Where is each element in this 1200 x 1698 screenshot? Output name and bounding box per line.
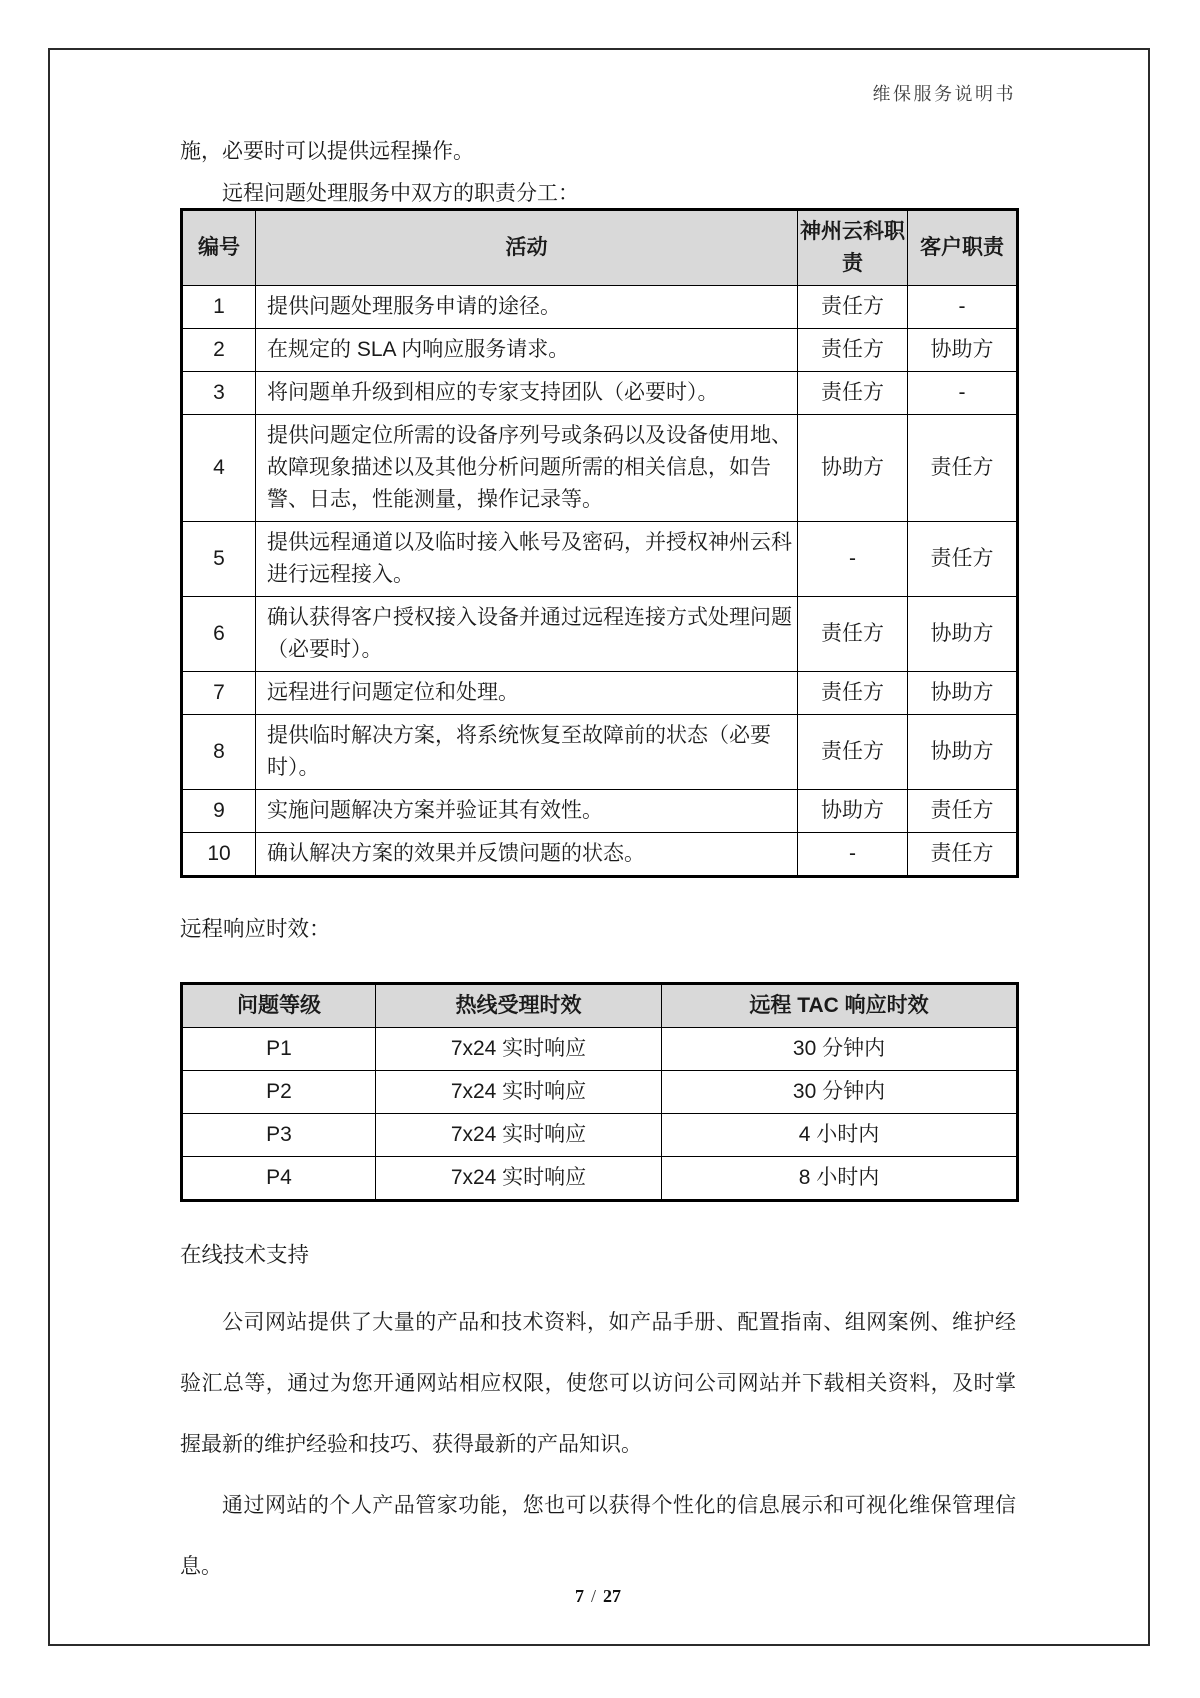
customer-role-cell: - [908, 372, 1018, 415]
customer-role-cell: 协助方 [908, 329, 1018, 372]
header-row [182, 210, 1018, 286]
intro-line-2: 远程问题处理服务中双方的职责分工： [222, 182, 579, 205]
paragraph: 公司网站提供了大量的产品和技术资料，如产品手册、配置指南、组网案例、维护经验汇总等，通过为您开通网站相应权限，使您可以访问公司网站并下载相关资料，及时掌握最新的维护经验和技巧、获得最新的产品知识。 [180, 1311, 1016, 1456]
customer-role-cell: 责任方 [908, 522, 1018, 597]
priority-level-cell: P4 [182, 1157, 376, 1201]
activity-cell: 实施问题解决方案并验证其有效性。 [256, 790, 798, 833]
table-row [182, 415, 1018, 522]
activity-cell: 远程进行问题定位和处理。 [256, 672, 798, 715]
row-number-cell: 7 [182, 672, 256, 715]
response-time-table [180, 982, 1019, 1202]
page-number: 7 [574, 1586, 584, 1606]
customer-role-cell: 责任方 [908, 790, 1018, 833]
activity-cell: 提供远程通道以及临时接入帐号及密码，并授权神州云科进行远程接入。 [256, 522, 798, 597]
activity-cell: 将问题单升级到相应的专家支持团队（必要时）。 [256, 372, 798, 415]
vendor-role-cell: - [798, 833, 908, 877]
customer-role-cell: 责任方 [908, 833, 1018, 877]
row-number-cell: 4 [182, 415, 256, 522]
hotline-response-cell: 7x24 实时响应 [376, 1157, 662, 1201]
column-header: 远程 TAC 响应时效 [662, 984, 1018, 1028]
activity-cell: 提供问题定位所需的设备序列号或条码以及设备使用地、故障现象描述以及其他分析问题所需的相关信息，如告警、日志，性能测量，操作记录等。 [256, 415, 798, 522]
column-header: 活动 [256, 210, 798, 286]
customer-role-cell: 协助方 [908, 715, 1018, 790]
priority-level-cell: P2 [182, 1071, 376, 1114]
priority-level-cell: P3 [182, 1114, 376, 1157]
online-support-paragraphs [180, 1292, 1016, 1597]
response-time-table-head [182, 984, 1018, 1028]
column-header: 客户职责 [908, 210, 1018, 286]
activity-cell: 确认解决方案的效果并反馈问题的状态。 [256, 833, 798, 877]
response-time-table-body [182, 1028, 1018, 1201]
hotline-response-cell: 7x24 实时响应 [376, 1114, 662, 1157]
customer-role-cell: - [908, 286, 1018, 329]
responsibility-table [180, 208, 1019, 878]
vendor-role-cell: 协助方 [798, 415, 908, 522]
customer-role-cell: 协助方 [908, 672, 1018, 715]
row-number-cell: 2 [182, 329, 256, 372]
vendor-role-cell: 协助方 [798, 790, 908, 833]
vendor-role-cell: 责任方 [798, 672, 908, 715]
vendor-role-cell: 责任方 [798, 286, 908, 329]
doc-header-title: 维保服务说明书 [872, 84, 1016, 104]
table-row [182, 790, 1018, 833]
table-row [182, 286, 1018, 329]
row-number-cell: 5 [182, 522, 256, 597]
table-row [182, 715, 1018, 790]
vendor-role-cell: - [798, 522, 908, 597]
table-row [182, 522, 1018, 597]
activity-cell: 提供问题处理服务申请的途径。 [256, 286, 798, 329]
column-header: 神州云科职责 [798, 210, 908, 286]
row-number-cell: 10 [182, 833, 256, 877]
activity-cell: 提供临时解决方案，将系统恢复至故障前的状态（必要时）。 [256, 715, 798, 790]
table-row [182, 372, 1018, 415]
tac-response-cell: 8 小时内 [662, 1157, 1018, 1201]
row-number-cell: 9 [182, 790, 256, 833]
hotline-response-cell: 7x24 实时响应 [376, 1028, 662, 1071]
table-row [182, 597, 1018, 672]
priority-level-cell: P1 [182, 1028, 376, 1071]
online-support-title: 在线技术支持 [180, 1243, 310, 1267]
row-number-cell: 8 [182, 715, 256, 790]
response-section-title: 远程响应时效： [180, 917, 331, 941]
customer-role-cell: 责任方 [908, 415, 1018, 522]
activity-cell: 在规定的 SLA 内响应服务请求。 [256, 329, 798, 372]
column-header: 问题等级 [182, 984, 376, 1028]
page-total: 27 [603, 1586, 621, 1606]
table-row [182, 672, 1018, 715]
hotline-response-cell: 7x24 实时响应 [376, 1071, 662, 1114]
vendor-role-cell: 责任方 [798, 715, 908, 790]
tac-response-cell: 4 小时内 [662, 1114, 1018, 1157]
column-header: 编号 [182, 210, 256, 286]
page-footer [180, 1586, 1016, 1607]
vendor-role-cell: 责任方 [798, 329, 908, 372]
intro-line-1: 施，必要时可以提供远程操作。 [180, 140, 474, 163]
responsibility-table-head [182, 210, 1018, 286]
page-number-separator: / [590, 1586, 596, 1606]
column-header: 热线受理时效 [376, 984, 662, 1028]
row-number-cell: 1 [182, 286, 256, 329]
table-row [182, 329, 1018, 372]
tac-response-cell: 30 分钟内 [662, 1028, 1018, 1071]
table-row [182, 1157, 1018, 1201]
tac-response-cell: 30 分钟内 [662, 1071, 1018, 1114]
table-row [182, 1114, 1018, 1157]
row-number-cell: 6 [182, 597, 256, 672]
customer-role-cell: 协助方 [908, 597, 1018, 672]
table-row [182, 833, 1018, 877]
row-number-cell: 3 [182, 372, 256, 415]
paragraph: 通过网站的个人产品管家功能，您也可以获得个性化的信息展示和可视化维保管理信息。 [180, 1494, 1016, 1578]
table-row [182, 1071, 1018, 1114]
responsibility-table-body [182, 286, 1018, 877]
table-row [182, 1028, 1018, 1071]
vendor-role-cell: 责任方 [798, 372, 908, 415]
vendor-role-cell: 责任方 [798, 597, 908, 672]
activity-cell: 确认获得客户授权接入设备并通过远程连接方式处理问题（必要时）。 [256, 597, 798, 672]
header-row [182, 984, 1018, 1028]
